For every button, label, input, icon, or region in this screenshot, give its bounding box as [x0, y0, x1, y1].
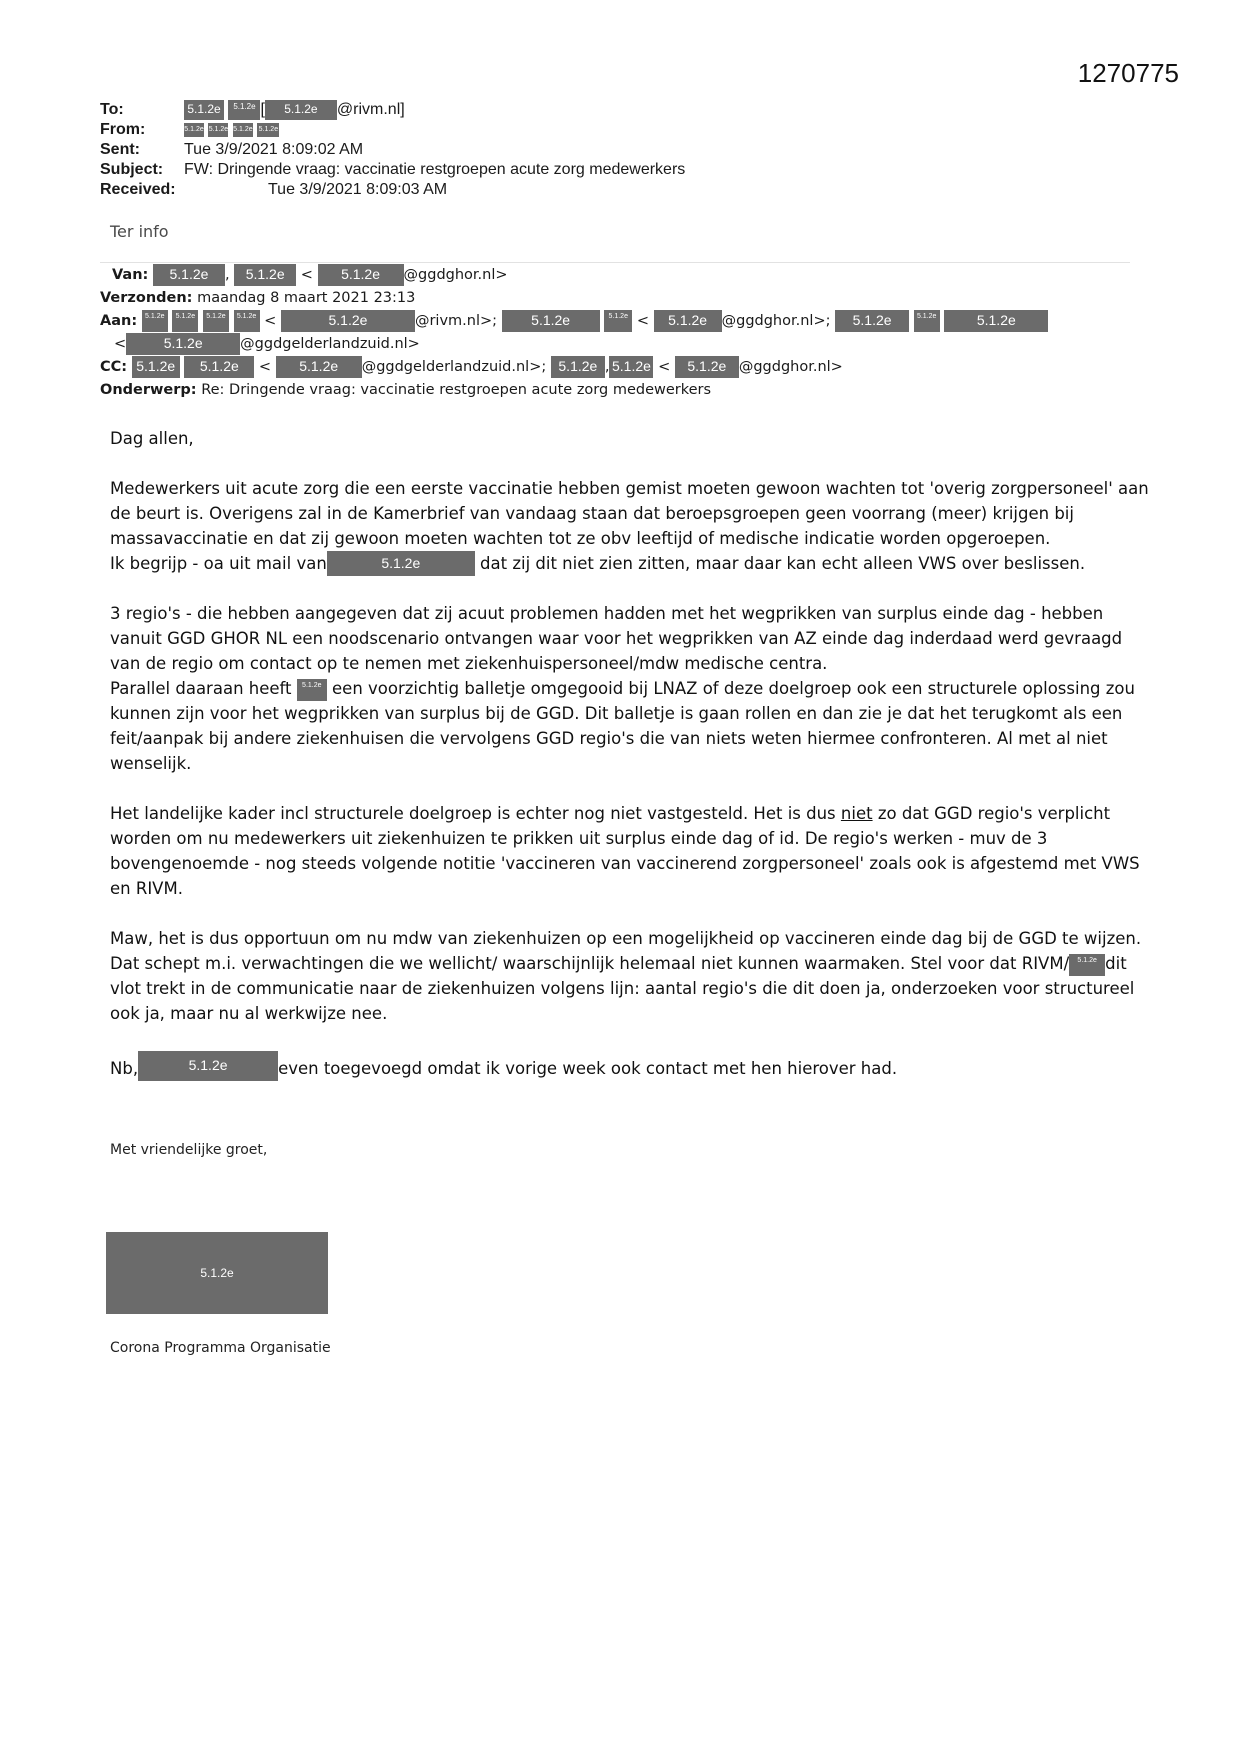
paragraph-1: Medewerkers uit acute zorg die een eerste vaccinatie hebben gemist moeten gewoon wachten tot 'overig zorgpersoneel' aan de beurt is. Overigens zal in de Kamerbrief van vandaag staan dat beroepsgroepen geen voorrang (meer) krijgen bij massavaccinatie en dat zij gewoon moeten wachten tot ze obv leeftijd of medische indicatie worden opgeroepen.: [110, 479, 1149, 548]
redaction-box: 5.1.2e: [327, 551, 475, 576]
redaction-box: 5.1.2e: [914, 310, 940, 332]
verzonden-row: [100, 287, 1048, 310]
redaction-box: 5.1.2e: [297, 679, 327, 701]
redaction-box: 5.1.2e: [318, 264, 404, 286]
received-label: Received:: [100, 181, 176, 198]
ter-info-note: Ter info: [110, 222, 169, 241]
redaction-box: 5.1.2e: [142, 310, 168, 332]
to-value: 5.1.2e 5.1.2e [ 5.1.2e @rivm.nl]: [184, 100, 405, 120]
aan-rivm-domain: @rivm.nl>;: [414, 313, 498, 329]
divider: [100, 262, 1130, 263]
aan-ggdghor-domain: @ggdghor.nl>;: [721, 313, 831, 329]
onderwerp-row: [100, 379, 1048, 402]
redaction-box: 5.1.2e: [233, 123, 253, 137]
van-row: Van: 5.1.2e , 5.1.2e < 5.1.2e @ggdghor.nl>: [100, 264, 1048, 287]
from-value: [184, 120, 279, 140]
cc-gelderland-domain: @ggdgelderlandzuid.nl>;: [361, 359, 547, 375]
aan-label: Aan:: [100, 313, 138, 329]
aan-row: Aan: 5.1.2e 5.1.2e 5.1.2e 5.1.2e < 5.1.2e @rivm.nl>; 5.1.2e 5.1.2e < 5.1.2e @ggdghor.nl>; 5.1.2e 5.1.2e 5.1.2e: [100, 310, 1048, 333]
subject-value: FW: Dringende vraag: vaccinatie restgroepen acute zorg medewerkers: [184, 161, 686, 178]
cc-ggdghor-domain: @ggdghor.nl>: [738, 359, 843, 375]
from-label: From:: [100, 121, 146, 138]
redaction-box: 5.1.2e: [281, 310, 415, 332]
verzonden-value: maandag 8 maart 2021 23:13: [197, 290, 416, 306]
redaction-box: 5.1.2e: [172, 310, 198, 332]
redaction-box: 5.1.2e: [228, 100, 260, 120]
paragraph-4: Maw, het is dus opportuun om nu mdw van ziekenhuizen op een mogelijkheid op vaccineren einde dag bij de GGD te wijzen. Dat schept m.i. verwachtingen die we wellicht/ waarschijnlijk helemaal niet kunnen waarmaken. Stel voor dat RIVM/ 5.1.2e dit vlot trekt in de communicatie naar de ziekenhuizen volgens lijn: aantal regio's die dit doen ja, onderzoeken voor structureel ook ja, maar nu al werkwijze nee.: [110, 929, 1142, 1023]
redaction-box: 5.1.2e: [654, 310, 722, 332]
redaction-box: 5.1.2e: [153, 264, 225, 286]
underlined-word: niet: [840, 804, 873, 823]
redaction-box: 5.1.2e: [609, 356, 653, 378]
redaction-box: 5.1.2e: [138, 1051, 278, 1081]
redaction-box: 5.1.2e: [944, 310, 1048, 332]
message-body: [110, 426, 1150, 1106]
aan-row-continued: < 5.1.2e @ggdgelderlandzuid.nl>: [100, 333, 1048, 356]
to-label: To:: [100, 101, 124, 118]
onderwerp-label: Onderwerp:: [100, 382, 197, 398]
redaction-box: 5.1.2e: [1069, 954, 1105, 976]
paragraph-2b: Parallel daaraan heeft 5.1.2e een voorzichtig balletje omgegooid bij LNAZ of deze doelgroep ook een structurele oplossing zou kunnen zijn voor het wegprikken van surplus bij de GGD. Dit balletje is gaan rollen en dan zie je dat het terugkomt als een feit/aanpak bij andere ziekenhuisen die vervolgens GGD regio's die van niets weten hiermee confronteren. Al met al niet wenselijk.: [110, 679, 1135, 773]
redaction-box: 5.1.2e: [184, 123, 204, 137]
to-domain: @rivm.nl]: [336, 101, 405, 119]
received-value: Tue 3/9/2021 8:09:03 AM: [268, 181, 448, 198]
paragraph-5: Nb, 5.1.2e even toegevoegd omdat ik vorige week ook contact met hen hierover had.: [110, 1051, 1150, 1081]
redaction-box: 5.1.2e: [184, 100, 224, 120]
forwarded-header: [100, 264, 1048, 402]
redaction-box: 5.1.2e: [265, 100, 337, 120]
redaction-box: 5.1.2e: [276, 356, 362, 378]
redaction-box: 5.1.2e: [208, 123, 228, 137]
document-number: 1270775: [1077, 58, 1179, 88]
redaction-box: 5.1.2e: [132, 356, 180, 378]
aan-gelderland-domain: @ggdgelderlandzuid.nl>: [240, 336, 420, 352]
van-label: Van:: [112, 267, 149, 283]
redaction-box: 5.1.2e: [551, 356, 605, 378]
signature-redaction: 5.1.2e: [106, 1232, 328, 1314]
greeting: Dag allen,: [110, 429, 194, 448]
onderwerp-value: Re: Dringende vraag: vaccinatie restgroepen acute zorg medewerkers: [201, 382, 712, 398]
organisation-name: Corona Programma Organisatie: [110, 1340, 331, 1356]
paragraph-3: Het landelijke kader incl structurele doelgroep is echter nog niet vastgesteld. Het is dus niet zo dat GGD regio's verplicht worden om nu medewerkers uit ziekenhuizen te prikken uit surplus einde dag of id. De regio's werken - muv de 3 bovengenoemde - nog steeds volgende notitie 'vaccineren van vaccinerend zorgpersoneel' zoals ook is afgestemd met VWS en RIVM.: [110, 804, 1140, 898]
redaction-box: 5.1.2e: [502, 310, 600, 332]
redaction-box: 5.1.2e: [126, 333, 240, 355]
closing-greeting: Met vriendelijke groet,: [110, 1142, 268, 1158]
cc-row: CC: 5.1.2e 5.1.2e < 5.1.2e @ggdgelderlandzuid.nl>; 5.1.2e , 5.1.2e < 5.1.2e @ggdghor.nl>: [100, 356, 1048, 379]
redaction-box: 5.1.2e: [203, 310, 229, 332]
subject-label: Subject:: [100, 161, 164, 178]
cc-label: CC:: [100, 359, 128, 375]
verzonden-label: Verzonden:: [100, 290, 193, 306]
sent-value: Tue 3/9/2021 8:09:02 AM: [184, 141, 364, 158]
redaction-box: 5.1.2e: [257, 123, 279, 137]
redaction-box: 5.1.2e: [234, 264, 296, 286]
paragraph-1b: Ik begrijp - oa uit mail van 5.1.2e dat zij dit niet zien zitten, maar daar kan echt alleen VWS over beslissen.: [110, 551, 1150, 576]
sent-label: Sent:: [100, 141, 140, 158]
redaction-box: 5.1.2e: [184, 356, 254, 378]
van-domain: @ggdghor.nl>: [403, 267, 508, 283]
redaction-box: 5.1.2e: [604, 310, 632, 332]
paragraph-2: 3 regio's - die hebben aangegeven dat zij acuut problemen hadden met het wegprikken van surplus einde dag - hebben vanuit GGD GHOR NL een noodscenario ontvangen waar voor het wegprikken van AZ einde dag inderdaad werd gevraagd van de regio om contact op te nemen met ziekenhuispersoneel/mdw medische centra.: [110, 604, 1123, 673]
redaction-box: 5.1.2e: [835, 310, 909, 332]
redaction-box: 5.1.2e: [234, 310, 260, 332]
redaction-box: 5.1.2e: [675, 356, 739, 378]
